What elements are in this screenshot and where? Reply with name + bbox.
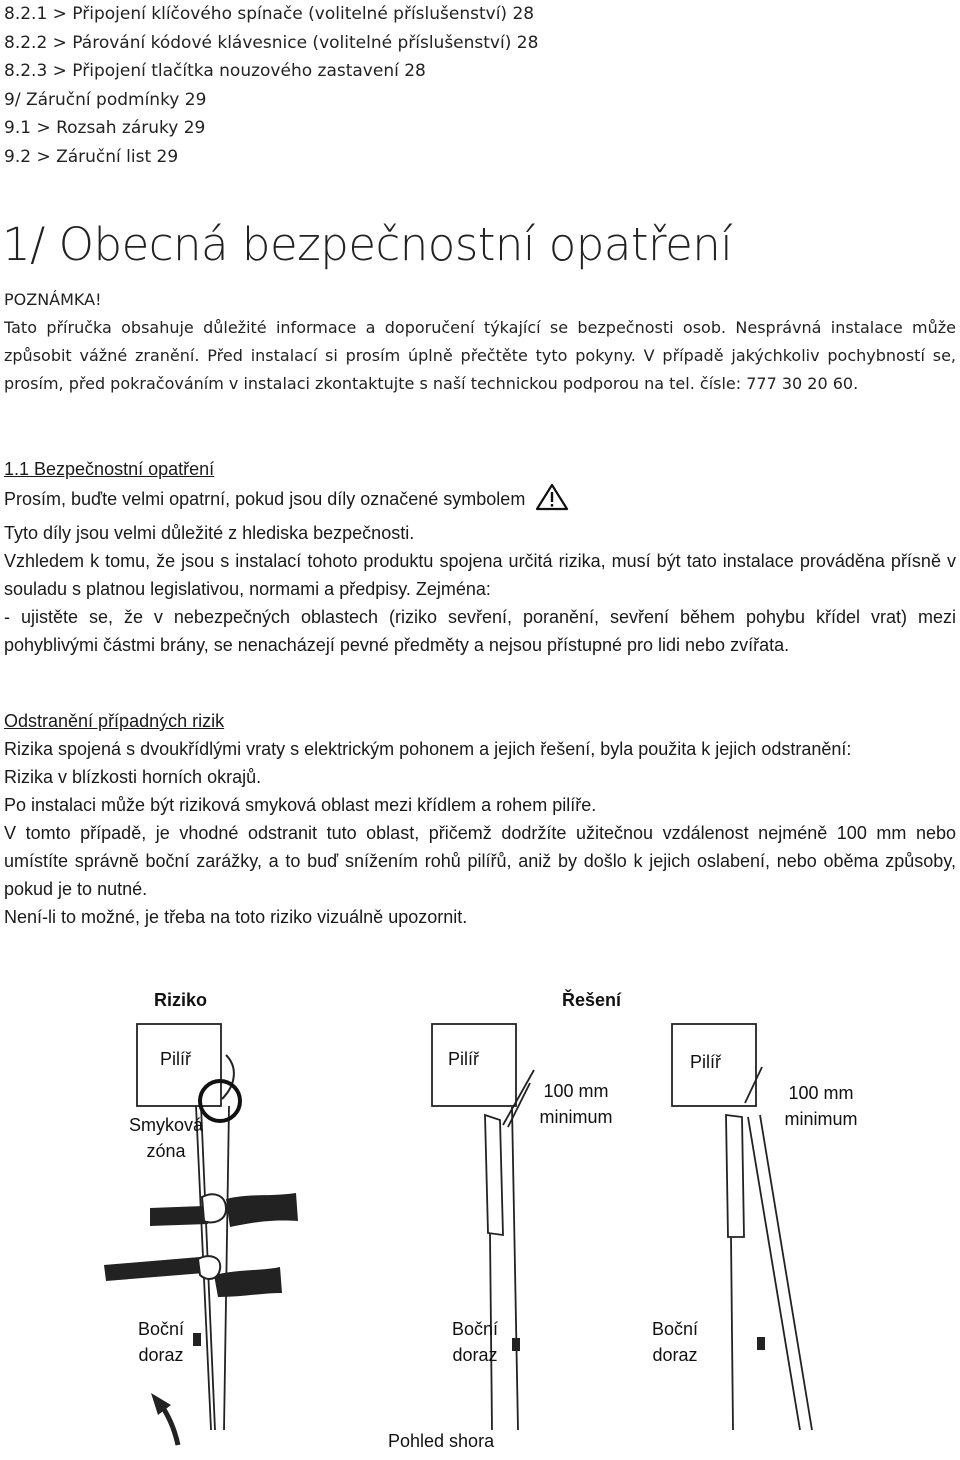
pillar-label-solution-1: Pilíř (448, 1049, 479, 1069)
risk-paragraph-3: Po instalaci může být riziková smyková oblast mezi křídlem a rohem pilíře. (4, 795, 597, 815)
warning-triangle-icon (535, 483, 569, 519)
side-stop-solution-1 (512, 1338, 520, 1351)
gate-risk-figure (0, 975, 960, 1460)
risk-paragraph-5: Není-li to možné, je třeba na toto riziko vizuálně upozornit. (4, 907, 468, 927)
risk-paragraph-4: V tomto případě, je vhodné odstranit tuto oblast, přičemž dodržíte užitečnou vzdálenost nejméně 100 mm nebo umístíte správně boční zarážky, a to buď snížením rohů pilířů, aniž by došlo k jejich oslabení, nebo oběma způsoby, pokud je to nutné. (4, 823, 956, 899)
risk-removal-section (4, 707, 956, 931)
side-stop-risk (193, 1333, 201, 1346)
subsection-title: 1.1 Bezpečnostní opatření (4, 459, 215, 479)
side-stop-solution-2 (757, 1337, 765, 1350)
legislation-paragraph: Vzhledem k tomu, že jsou s instalací tohoto produktu spojena určitá rizika, musí být tato instalace prováděna přísně v souladu s platnou legislativou, normami a předpisy. Zejména: (4, 551, 956, 599)
symbol-line (4, 483, 956, 519)
toc-entry[interactable]: 9.2 > Záruční list 29 (4, 146, 179, 167)
risk-paragraph-2: Rizika v blízkosti horních okrajů. (4, 767, 262, 787)
pillar-label-risk: Pilíř (160, 1049, 191, 1069)
note-text: Tato příručka obsahuje důležité informace a doporučení týkající se bezpečnosti osob. Nesprávná instalace může způsobit vážné zranění. Před instalací si prosím úplně přečtěte tyto pokyny. V případě jakýchkoliv pochybností se, prosím, před pokračováním v instalaci zkontaktujte s naší technickou podporou na tel. čísle: 777 30 20 60. (4, 318, 956, 393)
gate-leaf-solution-1 (485, 1070, 534, 1430)
safety-section (4, 455, 956, 659)
min-distance-label-1: 100 mm minimum (539, 1081, 613, 1127)
pillar-label-solution-2: Pilíř (690, 1052, 721, 1072)
side-stop-label-solution-2: Boční doraz (651, 1319, 699, 1365)
solution-title: Řešení (562, 990, 622, 1010)
toc-entry[interactable]: 8.2.1 > Připojení klíčového spínače (volitelné příslušenství) 28 (4, 4, 535, 24)
side-stop-label-risk: Boční doraz (137, 1319, 185, 1365)
symbol-line-text: Prosím, buďte velmi opatrní, pokud jsou díly označené symbolem (4, 489, 526, 509)
danger-zone-bullet: - ujistěte se, že v nebezpečných oblastech (riziko sevření, poranění, sevření během pohybu křídel vrat) mezi pohyblivými částmi brány, se nenacházejí pevné předměty a nejsou přístupné pro lidi nebo zvířata. (4, 607, 956, 655)
risk-removal-title: Odstranění případných rizik (4, 711, 225, 731)
table-of-contents (4, 0, 538, 171)
hinge-curve (222, 1055, 234, 1099)
risk-title: Riziko (154, 990, 208, 1010)
toc-entry[interactable]: 8.2.2 > Párování kódové klávesnice (volitelné příslušenství) 28 (4, 32, 539, 53)
gate-risk-diagram (0, 975, 960, 1460)
arm-illustration (104, 1193, 298, 1297)
toc-entry[interactable]: 8.2.3 > Připojení tlačítka nouzového zastavení 28 (4, 61, 426, 81)
side-stop-label-solution-1: Boční doraz (451, 1319, 499, 1365)
risk-paragraph-1: Rizika spojená s dvoukřídlými vraty s elektrickým pohonem a jejich řešení, byla použita k jejich odstranění: (4, 739, 852, 759)
toc-entry[interactable]: 9/ Záruční podmínky 29 (4, 89, 207, 110)
toc-entry[interactable]: 9.1 > Rozsah záruky 29 (4, 118, 206, 138)
top-view-caption: Pohled shora (388, 1431, 495, 1451)
note-block (4, 286, 956, 398)
shear-zone-label: Smyková zóna (128, 1115, 204, 1161)
importance-line: Tyto díly jsou velmi důležité z hlediska bezpečnosti. (4, 523, 415, 543)
section-heading: 1/ Obecná bezpečnostní opatření (2, 218, 733, 271)
note-label: POZNÁMKA! (4, 290, 102, 309)
min-distance-label-2: 100 mm minimum (784, 1083, 858, 1129)
